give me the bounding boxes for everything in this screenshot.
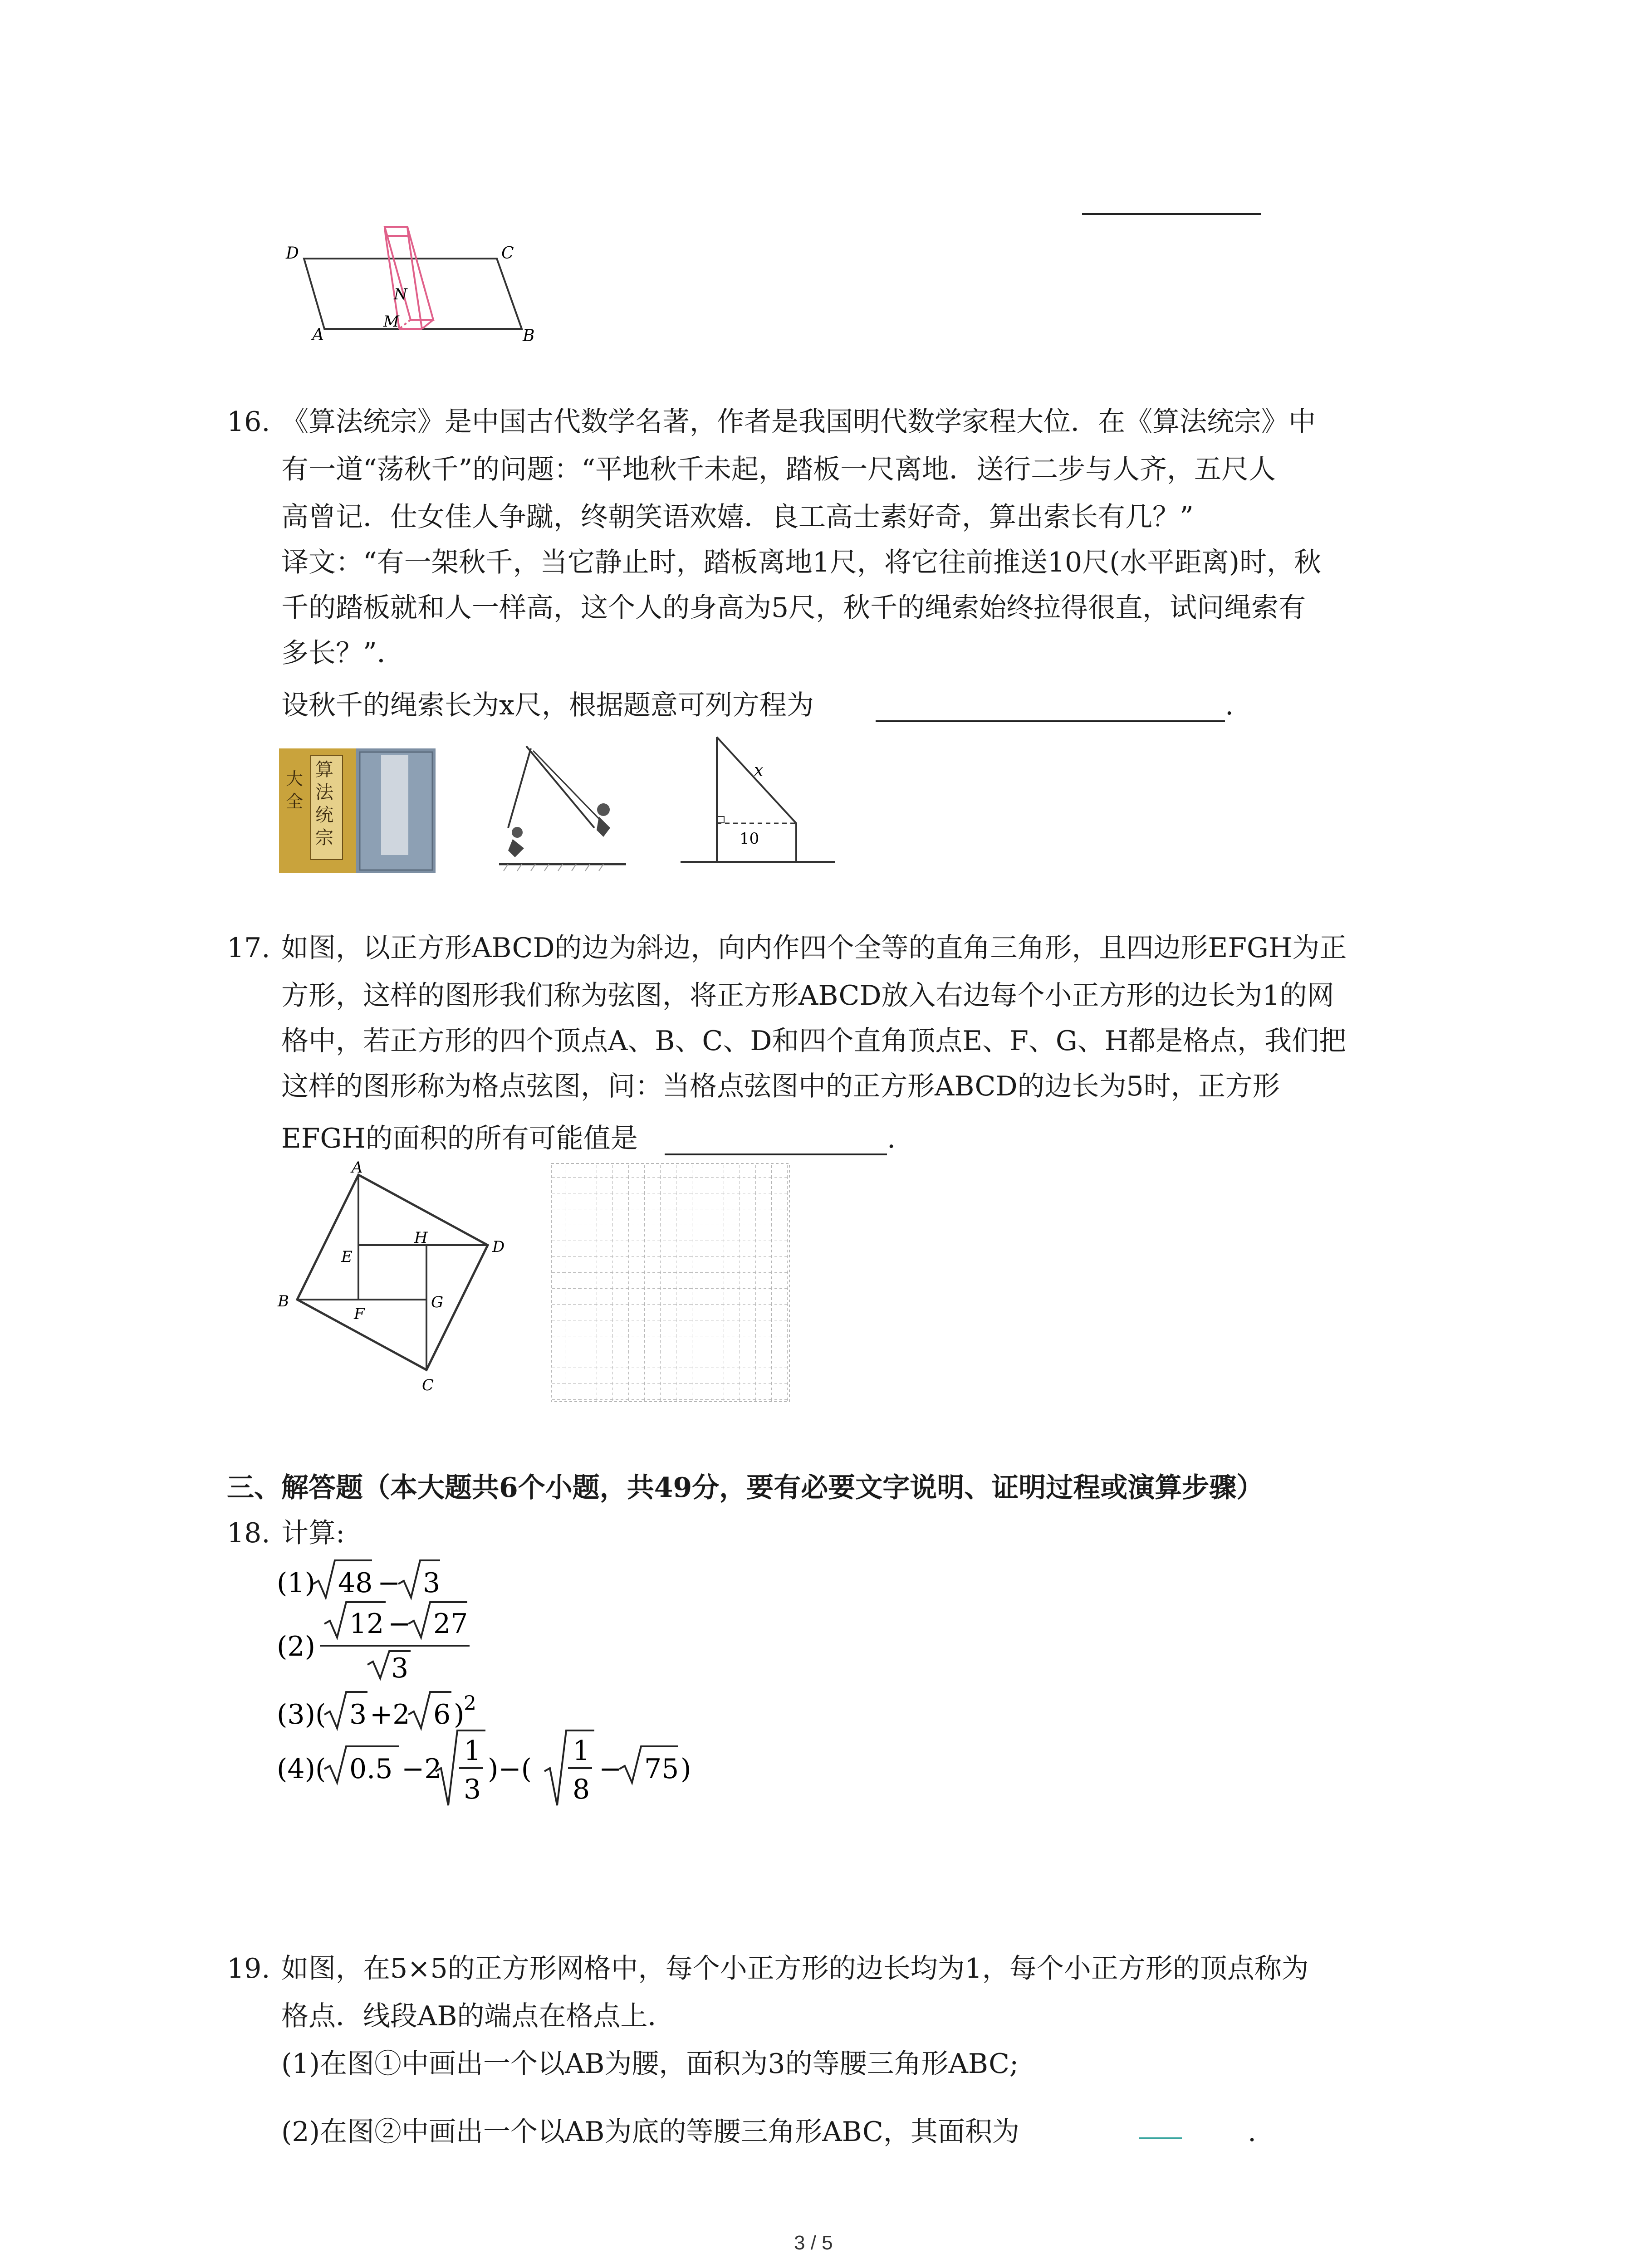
label-E: E (341, 1248, 353, 1266)
p1-label: (1) (277, 1567, 315, 1599)
q18-part-3 (277, 1685, 549, 1735)
p4-f1d: 3 (464, 1774, 481, 1805)
p4-op1: −2 (402, 1753, 442, 1785)
label-N: N (394, 285, 407, 303)
p1-b: 3 (423, 1567, 441, 1599)
label-D: D (492, 1238, 505, 1256)
figure-q16-swing (490, 742, 635, 873)
answer-blank-q16 (876, 720, 1225, 722)
q16-line-4: 译文：“有一架秋千，当它静止时，踏板离地1尺，将它往前推送10尺(水平距离)时，秋 (281, 547, 1322, 578)
q17-end: . (887, 1123, 896, 1154)
figure-q16-book (279, 748, 436, 873)
q18-number: 18. (227, 1517, 270, 1549)
p2-label: (2) (277, 1631, 315, 1662)
q19-line-4: (2)在图②中画出一个以AB为底的等腰三角形ABC，其面积为 (281, 2116, 1019, 2148)
svg-text:全: 全 (286, 792, 304, 811)
q17-line-1: 如图，以正方形ABCD的边为斜边，向内作四个全等的直角三角形，且四边形EFGH为正 (281, 932, 1347, 964)
svg-text:统: 统 (315, 805, 333, 826)
p3-end: ) (454, 1699, 465, 1730)
p3-exp: 2 (464, 1692, 476, 1715)
q16-line-1: 《算法统宗》是中国古代数学名著，作者是我国明代数学家程大位．在《算法统宗》中 (281, 406, 1316, 438)
p4-f1n: 1 (464, 1735, 481, 1767)
label-H: H (414, 1229, 428, 1247)
figure-q16-triangle-diagram (681, 735, 853, 871)
label-F: F (354, 1305, 365, 1323)
svg-text:宗: 宗 (315, 827, 333, 848)
p2-den: 3 (391, 1652, 409, 1684)
q17-line-4: 这样的图形称为格点弦图，问：当格点弦图中的正方形ABCD的边长为5时，正方形 (281, 1070, 1280, 1102)
p4-f2d: 8 (573, 1774, 590, 1805)
p2-b: 27 (433, 1608, 468, 1640)
label-D: D (286, 244, 299, 263)
p1-a: 48 (338, 1567, 373, 1599)
label-C: C (422, 1376, 434, 1394)
label-C: C (501, 244, 514, 263)
p4-end: ) (681, 1753, 691, 1785)
q16-number: 16. (227, 406, 270, 438)
q19-line-3: (1)在图①中画出一个以AB为腰，面积为3的等腰三角形ABC; (281, 2048, 1019, 2080)
label-B: B (523, 327, 535, 345)
svg-text:大: 大 (286, 769, 304, 789)
q16-line-7: 设秋千的绳索长为x尺，根据题意可列方程为 (281, 689, 814, 721)
q16-line-5: 千的踏板就和人一样高，这个人的身高为5尺，秋千的绳索始终拉得很直，试问绳索有 (281, 592, 1306, 624)
q16-line-3: 高曾记．仕女佳人争蹴，终朝笑语欢嬉．良工高士素好奇，算出索长有几？” (281, 501, 1194, 533)
p2-op: − (388, 1608, 411, 1640)
q18-part-2 (277, 1601, 549, 1687)
label-M: M (383, 313, 399, 331)
section-3-heading: 三、解答题（本大题共6个小题，共49分，要有必要文字说明、证明过程或演算步骤） (227, 1472, 1264, 1504)
label-x: x (754, 761, 764, 780)
p4-c: 75 (644, 1753, 679, 1785)
p4-label: (4)( (277, 1753, 326, 1785)
p4-op2: − (599, 1753, 622, 1785)
q16-line-2: 有一道“荡秋千”的问题：“平地秋千未起，踏板一尺离地．送行二步与人齐，五尺人 (281, 454, 1276, 485)
q19-line-2: 格点．线段AB的端点在格点上． (281, 2000, 675, 2032)
figure-q17-chord-diagram (272, 1161, 526, 1397)
label-10: 10 (740, 830, 759, 848)
p2-a: 12 (349, 1608, 384, 1640)
q17-line-5: EFGH的面积的所有可能值是 (281, 1123, 638, 1154)
p3-mid: +2 (370, 1699, 410, 1730)
p4-f2n: 1 (573, 1735, 590, 1767)
q16-end: . (1225, 689, 1234, 721)
book-title: 算 (315, 759, 333, 780)
p4-a: 0.5 (349, 1753, 393, 1785)
q17-number: 17. (227, 932, 270, 964)
p3-b: 6 (433, 1699, 451, 1730)
q19-number: 19. (227, 1953, 270, 1984)
p3-a: 3 (349, 1699, 367, 1730)
p1-op: − (377, 1567, 401, 1599)
q18-title: 计算: (281, 1517, 345, 1549)
dotted-grid (551, 1163, 789, 1402)
answer-blank-q19 (1139, 2137, 1182, 2139)
q19-end: . (1248, 2116, 1257, 2148)
q19-line-1: 如图，在5×5的正方形网格中，每个小正方形的边长均为1，每个小正方形的顶点称为 (281, 1953, 1309, 1984)
p4-mid: )−( (488, 1753, 532, 1785)
answer-blank-q17 (665, 1154, 887, 1155)
svg-text:法: 法 (315, 782, 333, 803)
answer-blank-q15 (1082, 213, 1261, 215)
figure-q17-grid (549, 1161, 794, 1406)
label-B: B (278, 1292, 289, 1310)
q16-line-6: 多长？”． (281, 637, 404, 669)
figure-q15-parallelogram (272, 218, 544, 349)
label-A: A (352, 1161, 363, 1177)
q18-part-1 (277, 1556, 504, 1606)
label-A: A (312, 326, 324, 344)
label-G: G (431, 1293, 444, 1311)
q17-line-3: 格中，若正方形的四个顶点A、B、C、D和四个直角顶点E、F、G、H都是格点，我们把 (281, 1025, 1347, 1057)
q18-part-4 (277, 1728, 753, 1814)
square-abcd (297, 1175, 488, 1370)
q17-line-2: 方形，这样的图形我们称为弦图，将正方形ABCD放入右边每个小正方形的边长为1的网 (281, 980, 1334, 1012)
page-number: 3 / 5 (794, 2232, 833, 2254)
p3-label: (3)( (277, 1699, 326, 1730)
